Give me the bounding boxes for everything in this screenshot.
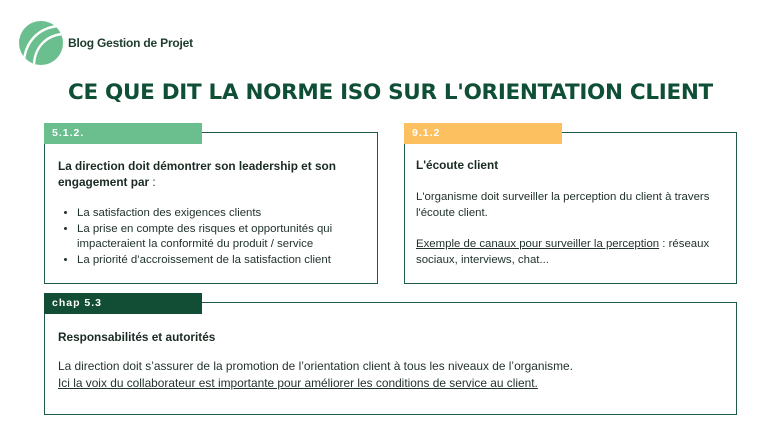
ecoute-tag: 9.1.2 (404, 123, 562, 144)
responsabilites-heading: Responsabilités et autorités (58, 330, 216, 344)
responsabilites-tag: chap 5.3 (44, 293, 202, 314)
brand-name: Blog Gestion de Projet (68, 36, 193, 50)
responsabilites-card (44, 302, 737, 415)
responsabilites-text: La direction doit s’assurer de la promotion de l’orientation client à tous les niveaux de l’organisme. (58, 359, 573, 373)
ecoute-link[interactable]: Exemple de canaux pour surveiller la perception (416, 238, 660, 250)
list-item: • La priorité d’accroissement de la satisfaction client (77, 253, 368, 269)
leadership-heading: La direction doit démontrer son leadership et son engagement par : (58, 159, 336, 189)
ecoute-card (404, 132, 737, 284)
ecoute-heading: L'écoute client (416, 158, 499, 172)
responsabilites-link[interactable]: Ici la voix du collaborateur est importante pour améliorer les conditions de service au client. (58, 376, 538, 390)
ecoute-text: L'organisme doit surveiller la perception du client à travers l'écoute client. (416, 191, 710, 219)
list-item: • La satisfaction des exigences clients (77, 206, 368, 222)
leadership-list (58, 206, 368, 268)
page-title: CE QUE DIT LA NORME ISO SUR L'ORIENTATION CLIENT (68, 80, 713, 105)
ecoute-channels: Exemple de canaux pour surveiller la perception : réseaux sociaux, interviews, chat... (416, 238, 710, 266)
leadership-tag: 5.1.2. (44, 123, 202, 144)
list-item: • La prise en compte des risques et opportunités qui impacteraient la conformité du produit / service (77, 222, 368, 253)
leaf-logo-icon (18, 20, 64, 66)
leadership-card (44, 132, 378, 284)
